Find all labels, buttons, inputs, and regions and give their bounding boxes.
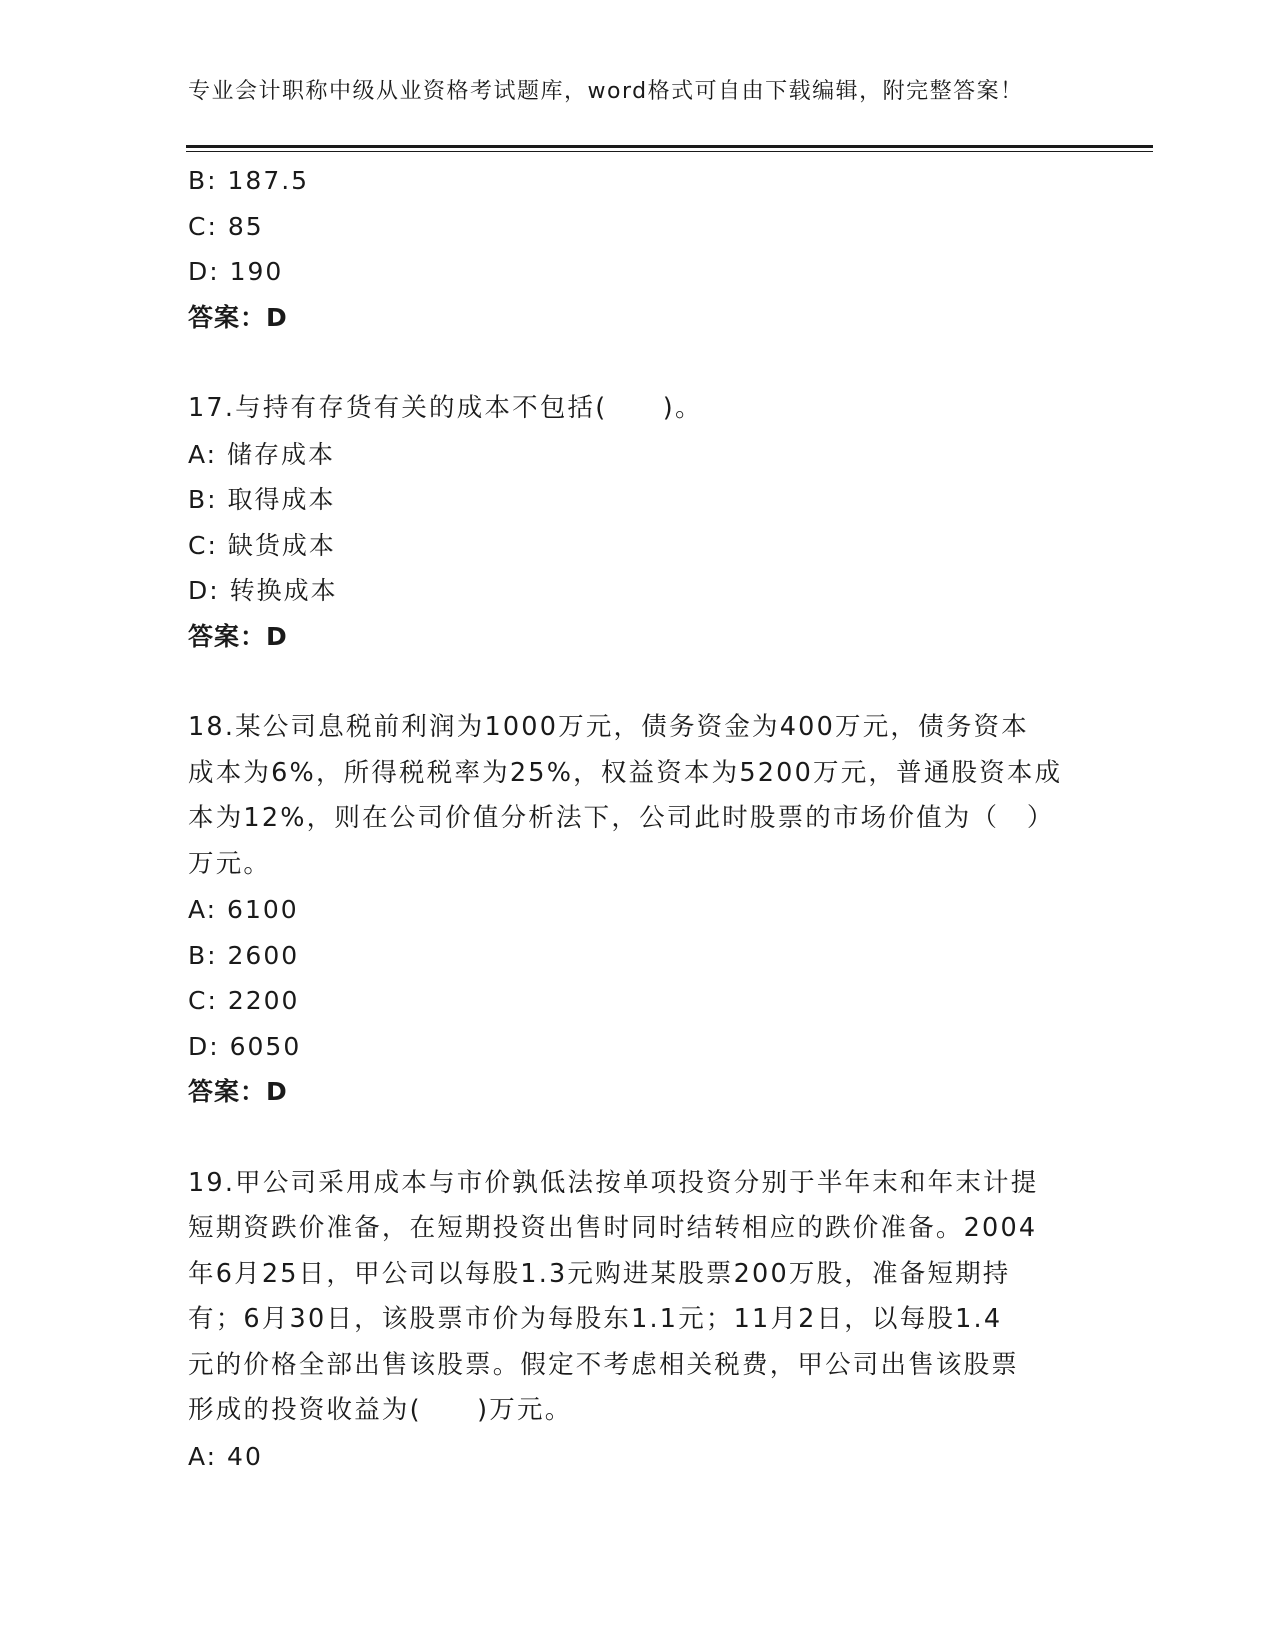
question-text-line: 18.某公司息税前利润为1000万元，债务资金为400万元，债务资本 [188, 712, 1029, 742]
option-c: C: 缺货成本 [188, 530, 336, 560]
option-b: B: 取得成本 [188, 485, 336, 514]
spacer [188, 659, 1088, 705]
question-text-line: 年6月25日，甲公司以每股1.3元购进某股票200万股，准备短期持 [188, 1258, 1011, 1289]
question-16-continuation [188, 158, 1088, 340]
option-a: A: 40 [188, 1441, 263, 1471]
question-text-line: 成本为6%，所得税税率为25%，权益资本为5200万元，普通股资本成 [188, 757, 1063, 788]
question-text-line: 万元。 [188, 848, 272, 879]
spacer [188, 1115, 1088, 1161]
spacer [188, 340, 1088, 386]
option-a: A: 6100 [188, 895, 299, 924]
option-d: D: 转换成本 [188, 576, 338, 605]
answer-line: 答案：D [188, 302, 288, 332]
option-c: C: 85 [188, 211, 264, 241]
option-b: B: 2600 [188, 940, 300, 970]
question-19 [188, 1161, 1088, 1480]
question-text-line: 19.甲公司采用成本与市价孰低法按单项投资分别于半年末和年末计提 [188, 1167, 1039, 1198]
header-rule-thick [186, 145, 1153, 148]
header-rule-thin [186, 151, 1153, 152]
page-header: 专业会计职称中级从业资格考试题库，word格式可自由下载编辑，附完整答案！ [188, 79, 1024, 104]
option-d: D: 6050 [188, 1031, 302, 1061]
option-c: C: 2200 [188, 986, 300, 1015]
question-18 [188, 705, 1088, 1115]
question-text-line: 短期资跌价准备，在短期投资出售时同时结转相应的跌价准备。2004 [188, 1213, 1038, 1243]
option-d: D: 190 [188, 257, 284, 286]
question-17 [188, 386, 1088, 659]
option-b: B: 187.5 [188, 166, 310, 195]
question-text-line: 有；6月30日，该股票市价为每股东1.1元；11月2日，以每股1.4 [188, 1304, 1003, 1334]
question-text-line: 本为12%，则在公司价值分析法下，公司此时股票的市场价值为（ ） [188, 803, 1055, 833]
question-text-line: 形成的投资收益为( )万元。 [188, 1395, 573, 1425]
document-content [188, 158, 1088, 1479]
option-a: A: 储存成本 [188, 439, 336, 469]
answer-line: 答案：D [188, 621, 288, 651]
question-text-line: 元的价格全部出售该股票。假定不考虑相关税费，甲公司出售该股票 [188, 1349, 1020, 1380]
answer-line: 答案：D [188, 1077, 288, 1106]
question-text: 17.与持有存货有关的成本不包括( )。 [188, 393, 703, 423]
